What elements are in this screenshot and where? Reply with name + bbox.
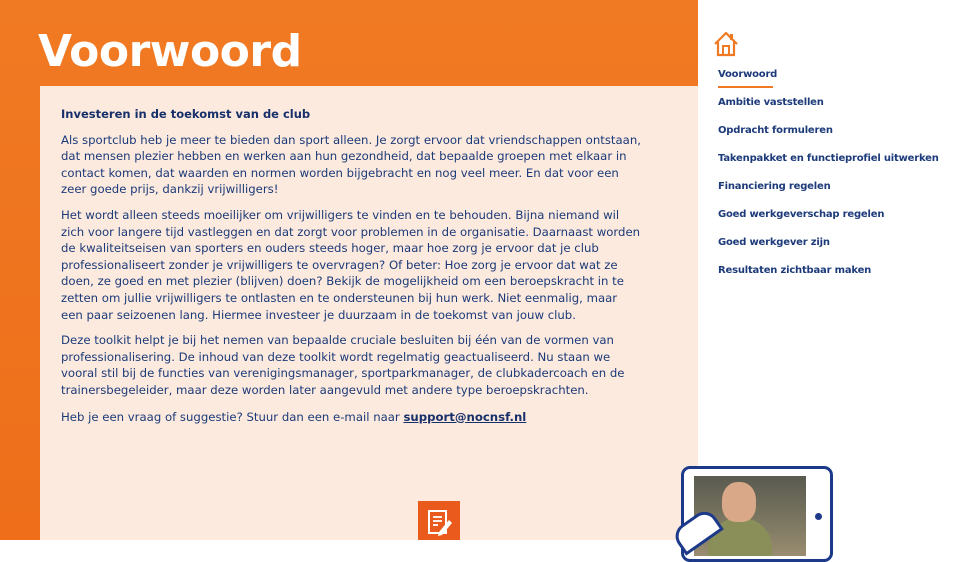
sidebar-item-werkgeverschap[interactable]: Goed werkgeverschap regelen	[718, 209, 885, 220]
sidebar-item-werkgever[interactable]: Goed werkgever zijn	[718, 237, 830, 248]
tablet-button-icon	[815, 513, 822, 520]
active-underline	[718, 86, 773, 88]
support-email-link[interactable]: support@nocnsf.nl	[403, 409, 527, 424]
sidebar-item-opdracht[interactable]: Opdracht formuleren	[718, 125, 833, 136]
contact-paragraph	[61, 409, 641, 426]
sidebar-item-financiering[interactable]: Financiering regelen	[718, 181, 831, 192]
sidebar-nav	[698, 0, 960, 540]
sidebar-item-voorwoord[interactable]: Voorwoord	[718, 69, 778, 80]
paragraph-3: Deze toolkit helpt je bij het nemen van bepaalde cruciale besluiten bij één van de vormen van professionalisering. De inhoud van deze toolkit wordt regelmatig geactualiseerd. Nu staan we vooral stil bij de functies van verenigingsmanager, sportparkmanager, de clubkadercoach en de trainersbegeleider, maar deze worden later aangevuld met andere type beroepskrachten.	[61, 333, 625, 397]
sidebar-item-takenpakket[interactable]: Takenpakket en functieprofiel uitwerken	[718, 153, 939, 164]
page-title: Voorwoord	[38, 26, 302, 77]
content-text	[61, 106, 641, 434]
sidebar-item-resultaten[interactable]: Resultaten zichtbaar maken	[718, 265, 872, 276]
contact-text: Heb je een vraag of suggestie? Stuur dan een e-mail naar	[61, 409, 400, 424]
paragraph-1: Als sportclub heb je meer te bieden dan sport alleen. Je zorgt ervoor dat vriendschappen ontstaan, dat mensen plezier hebben en werken aan hun gezondheid, dat bepaalde groepen met elkaar in contact komen, dat waarden en normen worden bijgebracht en nog veel meer. En dat voor een zeer goede prijs, dankzij vrijwilligers!	[61, 132, 641, 197]
person-head	[722, 482, 756, 522]
sidebar-item-ambitie[interactable]: Ambitie vaststellen	[718, 97, 824, 108]
document-edit-icon[interactable]	[418, 501, 460, 540]
tablet-illustration	[681, 466, 833, 562]
home-icon[interactable]	[712, 30, 740, 58]
content-heading: Investeren in de toekomst van de club	[61, 107, 311, 121]
sidebar-menu	[718, 68, 939, 292]
content-panel	[40, 86, 698, 540]
paragraph-2: Het wordt alleen steeds moeilijker om vrijwilligers te vinden en te behouden. Bijna niemand wil zich voor langere tijd vastleggen en dat zorgt voor problemen in de organisatie. Daarnaast worden de kwaliteitseisen van sporters en ouders steeds hoger, maar hoe zorg je ervoor dat je club professionaliseert zonder je vrijwilligers te overvragen? Of beter: Hoe zorg je ervoor dat wat ze doen, ze goed en met plezier (blijven) doen? Bekijk de mogelijkheid om een beroepskracht in te zetten om jullie vrijwilligers te ontlasten en te ondersteunen bij hun werk. Niet eenmalig, maar een paar seizoenen lang. Hiermee investeer je duurzaam in de toekomst van jouw club.	[61, 207, 641, 322]
